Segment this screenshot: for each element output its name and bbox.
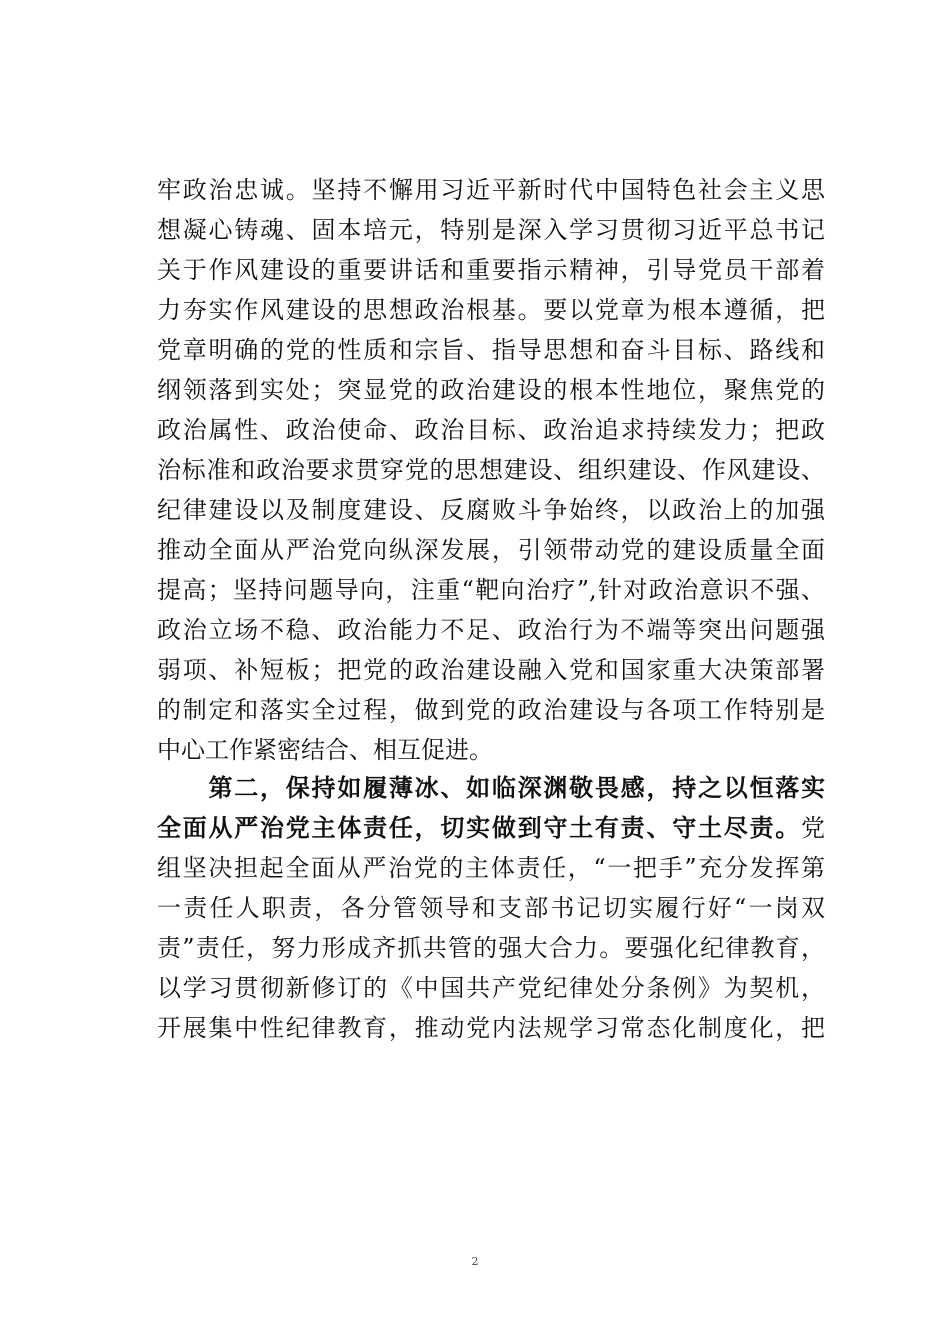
text-line: 弱项、补短板；把党的政治建设融入党和国家重大决策部署 [157,656,825,684]
text-line: 推动全面从严治党向纵深发展，引领带动党的建设质量全面 [157,536,825,564]
text-line: 以学习贯彻新修订的《中国共产党纪律处分条例》为契机， [157,974,825,1002]
paragraph-second-point [157,768,825,1048]
text-line: 力夯实作风建设的思想政治根基。要以党章为根本遵循，把 [157,296,825,324]
text-line: 政治属性、政治使命、政治目标、政治追求持续发力；把政 [157,416,825,444]
section-heading-continuation: 全面从严治党主体责任，切实做到守土有责、守土尽责。 [157,813,801,842]
text-line: 治标准和政治要求贯穿党的思想建设、组织建设、作风建设、 [157,456,825,484]
paragraph-political-loyalty [157,170,825,770]
text-line: 一责任人职责，各分管领导和支部书记切实履行好“一岗双 [157,894,825,922]
text-line: 牢政治忠诚。坚持不懈用习近平新时代中国特色社会主义思 [157,176,825,204]
text-line: 纲领落到实处；突显党的政治建设的根本性地位，聚焦党的 [157,376,825,404]
text-line: 责”责任，努力形成齐抓共管的强大合力。要强化纪律教育， [157,934,825,962]
page-number: 2 [471,1255,479,1268]
text-line-mixed [157,808,825,848]
text-line: 党章明确的党的性质和宗旨、指导思想和奋斗目标、路线和 [157,336,825,364]
text-fragment: 党 [801,814,825,842]
text-line: 政治立场不稳、政治能力不足、政治行为不端等突出问题强 [157,616,825,644]
text-line: 的制定和落实全过程，做到党的政治建设与各项工作特别是 [157,696,825,724]
text-line: 提高；坚持问题导向，注重“靶向治疗”,针对政治意识不强、 [157,576,825,604]
text-line: 想凝心铸魂、固本培元，特别是深入学习贯彻习近平总书记 [157,216,825,244]
text-line: 中心工作紧密结合、相互促进。 [157,736,493,764]
text-line: 纪律建设以及制度建设、反腐败斗争始终，以政治上的加强 [157,496,825,524]
text-line: 关于作风建设的重要讲话和重要指示精神，引导党员干部着 [157,256,825,284]
section-heading-line: 第二，保持如履薄冰、如临深渊敬畏感，持之以恒落实 [157,773,825,802]
text-line: 组坚决担起全面从严治党的主体责任，“一把手”充分发挥第 [157,854,825,882]
text-line: 开展集中性纪律教育，推动党内法规学习常态化制度化，把 [157,1014,825,1042]
